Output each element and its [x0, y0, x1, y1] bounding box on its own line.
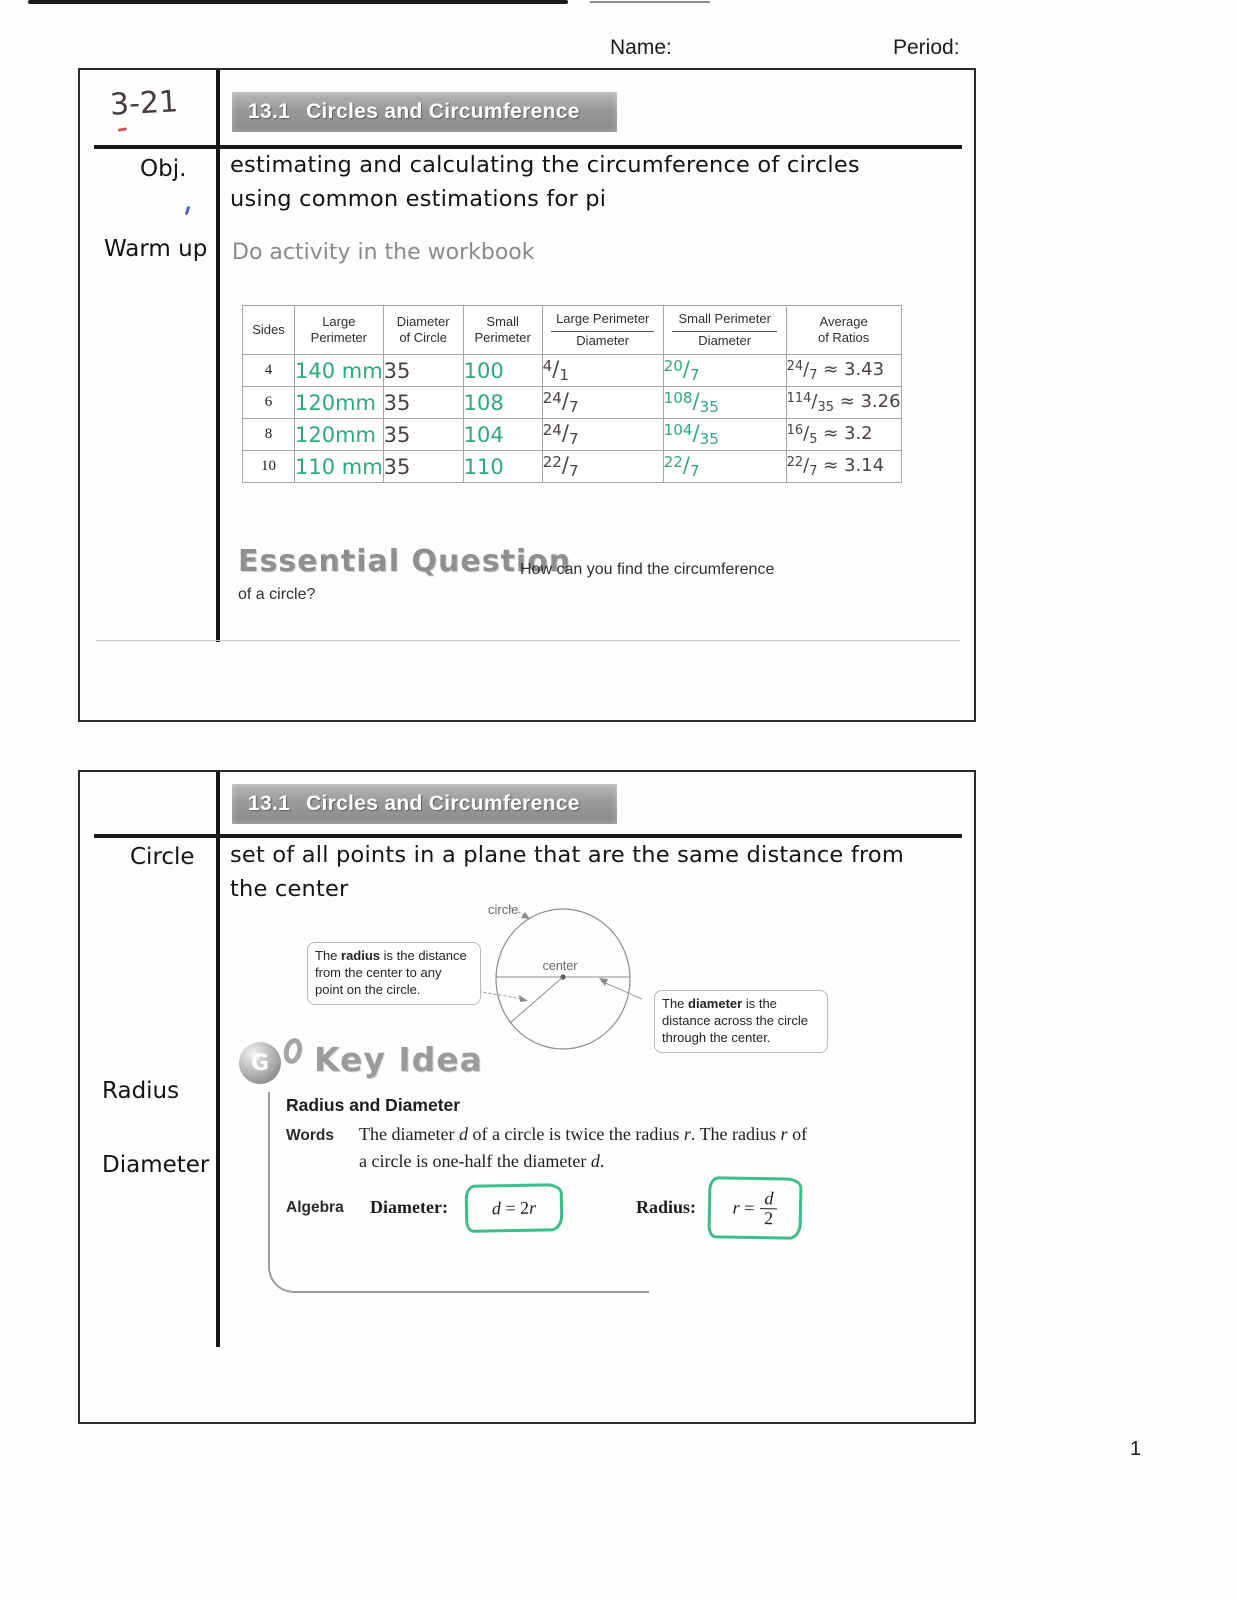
go-icon-letter: G	[250, 1050, 270, 1076]
circle-label-arrowhead	[521, 912, 530, 919]
algebra-label: Algebra	[286, 1199, 344, 1216]
cell-sp_over_d: $^{108}/_{35}$	[663, 387, 786, 419]
bottom-faint-rule	[96, 640, 960, 641]
diameter-callout-line3: through the center.	[662, 1029, 771, 1045]
blue-tick	[185, 206, 191, 215]
circle-label: circle	[488, 902, 519, 917]
diameter-formula-box	[465, 1183, 564, 1233]
page-number: 1	[1130, 1438, 1142, 1460]
section-number: 13.1	[248, 100, 291, 123]
cell-large_perimeter: 110 mm	[295, 451, 384, 483]
cell-small_perimeter: 108	[463, 387, 542, 419]
table-row	[243, 419, 902, 451]
cell-sides: 6	[243, 387, 295, 419]
section-banner	[232, 92, 617, 132]
cell-average: $^{24}/_7 \approx 3.43$	[786, 355, 901, 387]
cell-diameter: 35	[383, 355, 463, 387]
th-average-of-ratios: Average of Ratios	[786, 306, 901, 355]
cell-diameter: 35	[383, 451, 463, 483]
radius-callout-line3: point on the circle.	[315, 981, 421, 997]
cell-lp_over_d: $^{24}/_7$	[542, 387, 663, 419]
radius-side-label: Radius	[102, 1078, 180, 1104]
table-header-row	[243, 306, 902, 355]
radius-formula-box	[707, 1176, 802, 1240]
words-line2: a circle is one-half the diameter d.	[359, 1151, 605, 1171]
header-rule-2	[94, 834, 962, 838]
table-row	[243, 355, 902, 387]
cell-average: $^{114}/_{35} \approx 3.26$	[786, 387, 901, 419]
radius-formula-numerator: d	[760, 1189, 777, 1209]
th-sides: Sides	[243, 306, 295, 355]
cell-large_perimeter: 140 mm	[295, 355, 384, 387]
objective-line2: using common estimations for pi	[230, 186, 607, 212]
key-idea-heading: Key Idea	[314, 1040, 483, 1079]
diameter-callout-line1: The diameter is the	[662, 996, 777, 1011]
essential-question-heading: Essential Question	[238, 544, 572, 579]
radius-callout-line2: from the center to any	[315, 964, 442, 980]
radius-formula-denominator: 2	[763, 1207, 774, 1228]
cell-small_perimeter: 104	[463, 419, 542, 451]
cell-average: $^{22}/_7 \approx 3.14$	[786, 451, 901, 483]
warmup-text: Do activity in the workbook	[232, 240, 535, 265]
radius-formula-lhs: r =	[732, 1197, 755, 1218]
words-label: Words	[286, 1127, 334, 1144]
cell-sp_over_d: $^{104}/_{35}$	[663, 419, 786, 451]
key-idea-subheading: Radius and Diameter	[286, 1095, 461, 1115]
go-icon	[239, 1042, 281, 1084]
diameter-formula: d = 2r	[491, 1197, 537, 1218]
th-diameter-of-circle: Diameter of Circle	[383, 306, 463, 355]
column-divider	[216, 70, 220, 642]
warmup-table-body	[243, 355, 902, 483]
table-row	[243, 387, 902, 419]
cell-lp_over_d: $^4/_1$	[542, 355, 663, 387]
cell-sides: 4	[243, 355, 295, 387]
date-note: 3-21	[109, 84, 179, 123]
go-icon-ring	[281, 1036, 305, 1066]
scan-artifact-top-2	[590, 1, 710, 3]
diameter-callout	[654, 990, 828, 1053]
radius-callout-line1: The radius is the distance	[315, 948, 467, 963]
period-label: Period:	[893, 36, 960, 59]
cell-sides: 10	[243, 451, 295, 483]
section-number-2: 13.1	[248, 792, 291, 815]
essential-question-line1: How can you find the circumference	[520, 561, 775, 578]
diameter-callout-line2: distance across the circle	[662, 1012, 808, 1028]
cell-lp_over_d: $^{24}/_7$	[542, 419, 663, 451]
warmup-table	[242, 305, 902, 483]
cell-lp_over_d: $^{22}/_7$	[542, 451, 663, 483]
scan-artifact-top	[28, 0, 568, 4]
red-tick	[118, 127, 127, 132]
cell-diameter: 35	[383, 387, 463, 419]
cell-small_perimeter: 100	[463, 355, 542, 387]
table-row	[243, 451, 902, 483]
obj-label: Obj.	[140, 156, 187, 182]
name-label: Name:	[610, 36, 672, 59]
radius-callout-arrowhead	[519, 995, 528, 1002]
diameter-formula-label: Diameter:	[370, 1197, 448, 1217]
section-banner-2	[232, 784, 617, 824]
cell-sides: 8	[243, 419, 295, 451]
column-divider-2	[216, 772, 220, 1347]
radius-formula-fraction	[760, 1189, 778, 1228]
essential-question-line2: of a circle?	[238, 586, 316, 603]
circle-definition-line2: the center	[230, 876, 349, 902]
cell-large_perimeter: 120mm	[295, 387, 384, 419]
th-small-perimeter: Small Perimeter	[463, 306, 542, 355]
cell-average: $^{16}/_5 \approx 3.2$	[786, 419, 901, 451]
header-rule	[94, 145, 962, 149]
cell-small_perimeter: 110	[463, 451, 542, 483]
radius-formula-label: Radius:	[636, 1197, 697, 1217]
diameter-side-label: Diameter	[102, 1152, 210, 1178]
cell-diameter: 35	[383, 419, 463, 451]
circle-definition-line1: set of all points in a plane that are the same distance from	[230, 842, 904, 868]
warmup-label: Warm up	[104, 236, 208, 262]
key-idea-border	[268, 1092, 649, 1293]
panel-vocabulary	[78, 770, 976, 1424]
section-title: Circles and Circumference	[306, 100, 580, 123]
th-small-perimeter-over-diameter: Small Perimeter Diameter	[663, 306, 786, 355]
diameter-callout-connector	[601, 981, 642, 999]
radius-line	[510, 977, 563, 1023]
cell-large_perimeter: 120mm	[295, 419, 384, 451]
diameter-callout-arrowhead	[599, 978, 608, 986]
section-title-2: Circles and Circumference	[306, 792, 580, 815]
cell-sp_over_d: $^{20}/_7$	[663, 355, 786, 387]
th-large-perimeter: Large Perimeter	[295, 306, 384, 355]
th-large-perimeter-over-diameter: Large Perimeter Diameter	[542, 306, 663, 355]
cell-sp_over_d: $^{22}/_7$	[663, 451, 786, 483]
objective-line1: estimating and calculating the circumference of circles	[230, 152, 860, 178]
radius-callout	[307, 942, 481, 1005]
panel-warmup	[78, 68, 976, 722]
words-line1: The diameter d of a circle is twice the radius r. The radius r of	[359, 1124, 808, 1144]
circle-term-label: Circle	[130, 844, 195, 870]
center-label: center	[542, 959, 578, 973]
